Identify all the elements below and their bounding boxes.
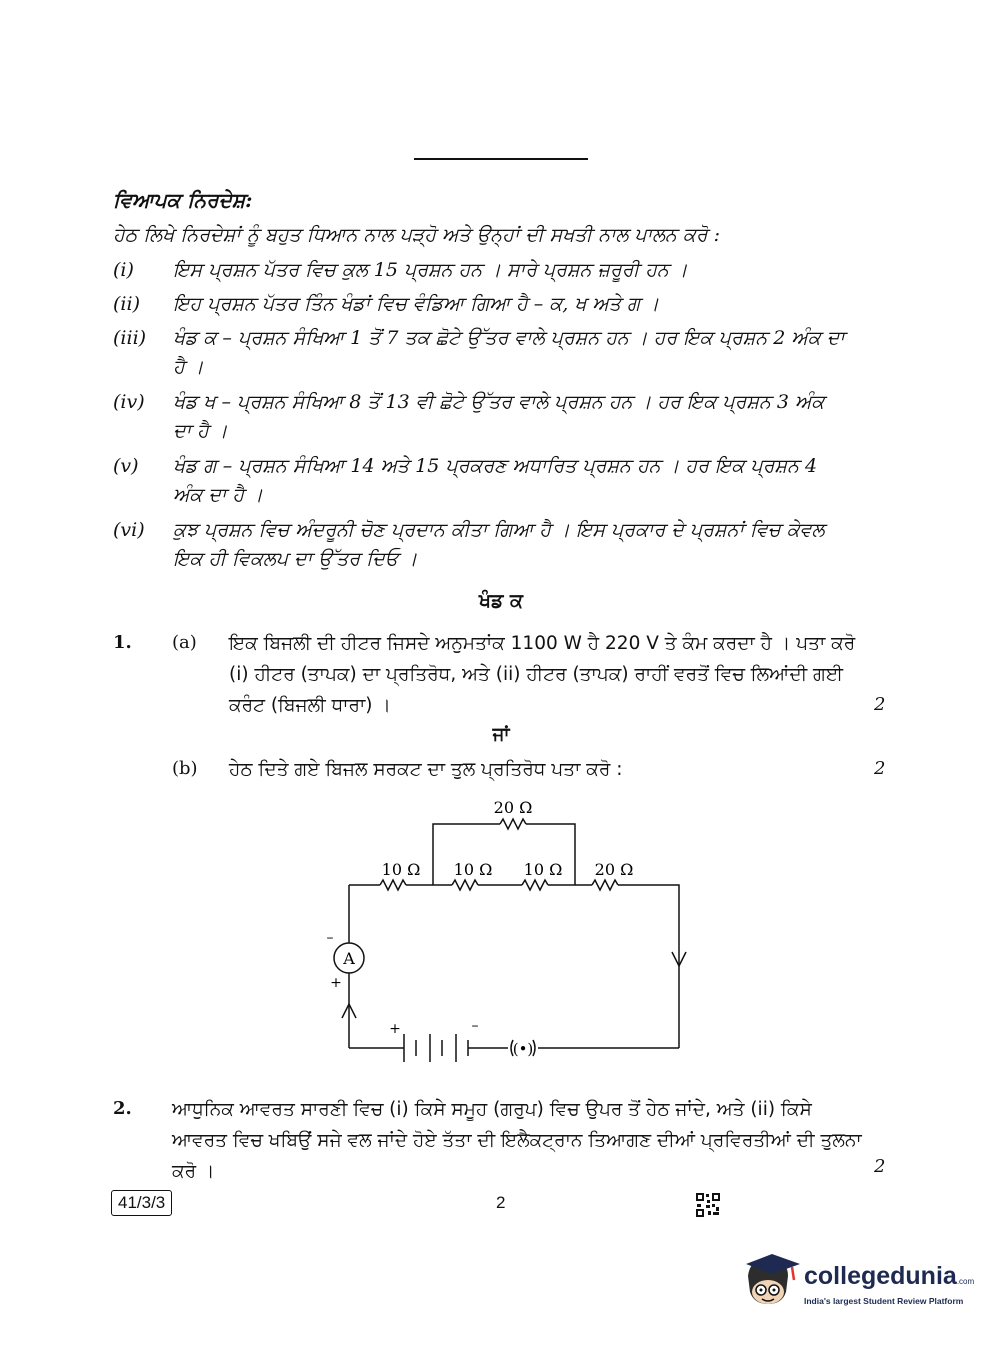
resistor-label: 20 Ω — [493, 798, 533, 817]
question-number: 2. — [113, 1098, 132, 1119]
resistor-3 — [522, 880, 548, 890]
mascot-icon — [742, 1252, 802, 1316]
key-label: (•) — [512, 1040, 534, 1058]
qr-code-icon — [695, 1192, 721, 1218]
instruction-item — [113, 516, 848, 574]
instruction-item — [113, 388, 848, 446]
ammeter-label: A — [343, 949, 355, 968]
instruction-text: ਖੰਡ ਖ – ਪ੍ਰਸ਼ਨ ਸੰਖਿਆ 8 ਤੋਂ 13 ਵੀ ਛੋਟੇ ਉੱਤਰ ਵਾਲੇ ਪ੍ਰਸ਼ਨ ਹਨ । ਹਰ ਇਕ ਪ੍ਰਸ਼ਨ 3 ਅੰਕ ਦਾ ਹੈ । — [173, 391, 825, 442]
ammeter-minus: – — [326, 930, 334, 946]
paper-code: 41/3/3 — [111, 1190, 172, 1216]
question-marks: 2 — [874, 1156, 886, 1177]
resistor-label: 10 Ω — [523, 860, 563, 879]
instruction-number: (iii) — [113, 327, 147, 349]
instruction-text: ਕੁਝ ਪ੍ਰਸ਼ਨ ਵਿਚ ਅੰਦਰੂਨੀ ਚੋਣ ਪ੍ਰਦਾਨ ਕੀਤਾ ਗਿਆ ਹੈ । ਇਸ ਪ੍ਰਕਾਰ ਦੇ ਪ੍ਰਸ਼ਨਾਂ ਵਿਚ ਕੇਵਲ ਇਕ ਹੀ ਵਿਕਲਪ ਦਾ ਉੱਤਰ ਦਿਓ । — [173, 519, 825, 570]
instruction-text: ਖੰਡ ਕ – ਪ੍ਰਸ਼ਨ ਸੰਖਿਆ 1 ਤੋਂ 7 ਤਕ ਛੋਟੇ ਉੱਤਰ ਵਾਲੇ ਪ੍ਰਸ਼ਨ ਹਨ । ਹਰ ਇਕ ਪ੍ਰਸ਼ਨ 2 ਅੰਕ ਦਾ ਹੈ । — [173, 327, 845, 378]
question-part-label: (a) — [172, 632, 197, 653]
resistor-1 — [380, 880, 406, 890]
instructions-heading: ਵਿਆਪਕ ਨਿਰਦੇਸ਼: — [113, 188, 253, 212]
page-number: 2 — [496, 1193, 506, 1212]
instruction-item — [113, 256, 848, 285]
instruction-text: ਇਹ ਪ੍ਰਸ਼ਨ ਪੱਤਰ ਤਿੰਨ ਖੰਡਾਂ ਵਿਚ ਵੰਡਿਆ ਗਿਆ ਹੈ – ਕ, ਖ ਅਤੇ ਗ । — [173, 293, 660, 315]
resistor-label: 20 Ω — [594, 860, 634, 879]
instruction-text: ਖੰਡ ਗ – ਪ੍ਰਸ਼ਨ ਸੰਖਿਆ 14 ਅਤੇ 15 ਪ੍ਰਕਰਣ ਅਧਾਰਿਤ ਪ੍ਰਸ਼ਨ ਹਨ । ਹਰ ਇਕ ਪ੍ਰਸ਼ਨ 4 ਅੰਕ ਦਾ ਹੈ । — [173, 455, 818, 506]
battery-plus: + — [389, 1021, 401, 1037]
resistor-4 — [592, 880, 618, 890]
section-title: ਖੰਡ ਕ — [479, 590, 523, 612]
instructions-intro: ਹੇਠ ਲਿਖੇ ਨਿਰਦੇਸ਼ਾਂ ਨੂੰ ਬਹੁਤ ਧਿਆਨ ਨਾਲ ਪੜ੍ਹੋ ਅਤੇ ਉਨ੍ਹਾਂ ਦੀ ਸਖਤੀ ਨਾਲ ਪਾਲਨ ਕਰੋ : — [113, 224, 721, 246]
instruction-number: (iv) — [113, 391, 145, 413]
instruction-item — [113, 324, 848, 382]
collegedunia-logo — [742, 1248, 975, 1320]
circuit-diagram — [300, 790, 720, 1070]
instruction-number: (i) — [113, 259, 134, 281]
question-marks: 2 — [874, 758, 886, 779]
logo-dotcom: .com — [956, 1277, 975, 1286]
resistor-label: 10 Ω — [381, 860, 421, 879]
instruction-item — [113, 290, 848, 319]
instruction-item — [113, 452, 848, 510]
question-text: ਹੇਠ ਦਿਤੇ ਗਏ ਬਿਜਲ ਸਰਕਟ ਦਾ ਤੁਲ ਪ੍ਰਤਿਰੋਧ ਪਤਾ ਕਰੋ : — [229, 759, 623, 780]
question-marks: 2 — [874, 694, 886, 715]
instruction-number: (vi) — [113, 519, 145, 541]
or-separator: ਜਾਂ — [492, 724, 510, 745]
resistor-2 — [452, 880, 478, 890]
header-rule — [414, 158, 588, 160]
logo-name: collegedunia — [804, 1262, 957, 1290]
battery — [404, 1034, 468, 1062]
instruction-number: (ii) — [113, 293, 140, 315]
resistor-label: 10 Ω — [453, 860, 493, 879]
resistor-top — [500, 819, 526, 829]
instruction-number: (v) — [113, 455, 139, 477]
instruction-text: ਇਸ ਪ੍ਰਸ਼ਨ ਪੱਤਰ ਵਿਚ ਕੁਲ 15 ਪ੍ਰਸ਼ਨ ਹਨ । ਸਾਰੇ ਪ੍ਰਸ਼ਨ ਜ਼ਰੂਰੀ ਹਨ । — [173, 259, 688, 281]
ammeter-plus: + — [330, 975, 342, 991]
question-text: ਇਕ ਬਿਜਲੀ ਦੀ ਹੀਟਰ ਜਿਸਦੇ ਅਨੁਮਤਾਂਕ 1100 W ਹੈ 220 V ਤੇ ਕੰਮ ਕਰਦਾ ਹੈ । ਪਤਾ ਕਰੋ (i) ਹੀਟਰ (ਤਾਪਕ) ਦਾ ਪ੍ਰਤਿਰੋਧ, ਅਤੇ (ii) ਹੀਟਰ (ਤਾਪਕ) ਰਾਹੀਂ ਵਰਤੋਂ ਵਿਚ ਲਿਆਂਦੀ ਗਈ ਕਰੰਟ (ਬਿਜਲੀ ਧਾਰਾ) । — [229, 633, 856, 716]
question-text: ਆਧੁਨਿਕ ਆਵਰਤ ਸਾਰਣੀ ਵਿਚ (i) ਕਿਸੇ ਸਮੂਹ (ਗਰੁਪ) ਵਿਚ ਉਪਰ ਤੋਂ ਹੇਠ ਜਾਂਦੇ, ਅਤੇ (ii) ਕਿਸੇ ਆਵਰਤ ਵਿਚ ਖਬਿਉਂ ਸਜੇ ਵਲ ਜਾਂਦੇ ਹੋਏ ਤੱਤਾ ਦੀ ਇਲੈਕਟ੍ਰਾਨ ਤਿਆਗਣ ਦੀਆਂ ਪ੍ਰਵਿਰਤੀਆਂ ਦੀ ਤੁਲਨਾ ਕਰੋ । — [172, 1099, 862, 1182]
logo-tagline: India's largest Student Review Platform — [804, 1296, 964, 1306]
question-number: 1. — [113, 632, 132, 653]
battery-minus: – — [471, 1018, 479, 1034]
question-part-label: (b) — [172, 758, 198, 779]
